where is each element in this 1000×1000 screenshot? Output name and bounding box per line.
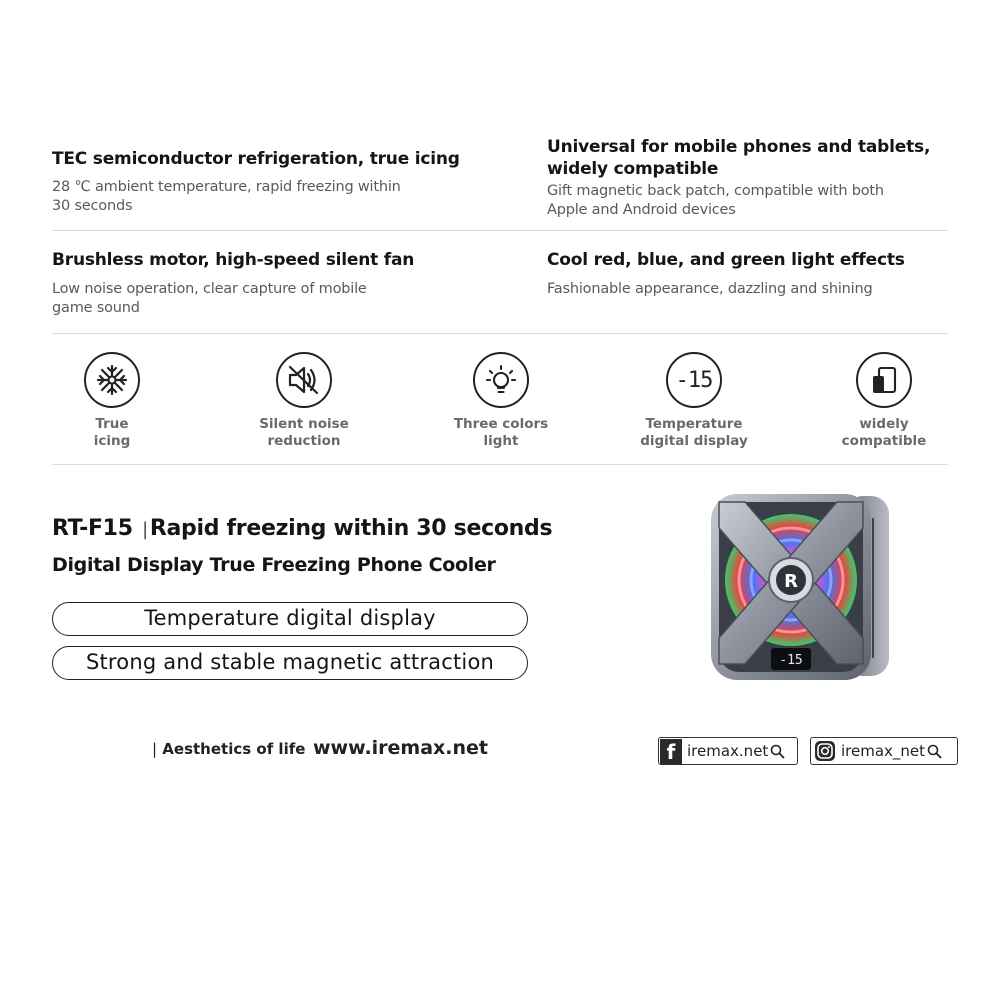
feature-desc-line: Low noise operation, clear capture of mobile [52,281,367,297]
feature-desc [52,280,482,318]
feature-tec [52,148,482,216]
feature-desc-line: Gift magnetic back patch, compatible with both [547,183,884,199]
icon-label [441,416,561,450]
footer-separator: | [152,740,158,758]
icon-label-line: widely [859,416,909,432]
icon-circle [856,352,912,408]
icon-item-silent [244,352,364,450]
search-icon [770,744,785,759]
footer-brand [152,740,305,758]
feature-desc [547,280,957,299]
icon-item-compatible [824,352,944,450]
product-headline [52,516,572,541]
icon-label-line: digital display [640,433,748,449]
icon-label-line: compatible [841,433,927,449]
headline-separator: | [142,519,148,540]
muted-speaker-icon [286,363,322,397]
feature-title-line: Universal for mobile phones and tablets, [547,137,931,157]
feature-pill: Strong and stable magnetic attraction [52,646,528,680]
icon-label [634,416,754,450]
icon-label [824,416,944,450]
instagram-icon [814,740,836,762]
feature-title: Cool red, blue, and green light effects [547,250,905,270]
facebook-icon: f [660,739,682,764]
feature-brushless [52,249,482,318]
icon-label [244,416,364,450]
feature-desc-line: 28 ℃ ambient temperature, rapid freezing within [52,179,401,195]
icon-label-line: light [483,433,519,449]
feature-title: Brushless motor, high-speed silent fan [52,250,415,270]
footer-website[interactable]: www.iremax.net [313,737,489,759]
search-icon [927,744,942,759]
icon-circle [84,352,140,408]
icon-item-three-colors [441,352,561,450]
divider [52,333,948,334]
feature-title [547,136,957,180]
product-subtitle: Digital Display True Freezing Phone Cooler [52,554,496,576]
icon-label-line: True [95,416,129,432]
icon-circle [666,352,722,408]
product-image [705,488,895,688]
temperature-display-icon: -15 [675,367,713,393]
icon-item-temperature [634,352,754,450]
feature-universal [547,136,957,220]
footer-slogan: Aesthetics of life [162,740,306,758]
phone-tablet-icon [867,363,901,397]
divider [52,464,948,465]
facebook-handle: iremax.net [687,742,769,760]
display-value: -15 [779,653,803,668]
feature-desc [547,182,957,220]
logo-letter: R [784,571,798,592]
icon-label [52,416,172,450]
feature-desc-line: game sound [52,300,140,316]
instagram-badge[interactable] [810,737,958,765]
instagram-handle: iremax_net [841,742,926,760]
feature-desc-line: Apple and Android devices [547,202,736,218]
feature-lights [547,249,957,299]
feature-desc-line: Fashionable appearance, dazzling and shining [547,281,873,297]
icon-circle [276,352,332,408]
feature-title-line: widely compatible [547,159,719,179]
feature-desc-line: 30 seconds [52,198,133,214]
icon-circle [473,352,529,408]
model-number: RT-F15 [52,516,133,541]
icon-label-line: Temperature [645,416,743,432]
icon-label-line: reduction [267,433,341,449]
feature-pill: Temperature digital display [52,602,528,636]
icon-label-line: icing [93,433,131,449]
facebook-badge[interactable] [658,737,798,765]
feature-title: TEC semiconductor refrigeration, true icing [52,149,460,169]
feature-desc [52,178,482,216]
headline-text: Rapid freezing within 30 seconds [149,516,553,541]
icon-label-line: Three colors [453,416,549,432]
divider [52,230,948,231]
icon-item-true-icing [52,352,172,450]
icon-label-line: Silent noise [259,416,349,432]
snowflake-icon [95,363,129,397]
light-bulb-icon [484,363,518,397]
